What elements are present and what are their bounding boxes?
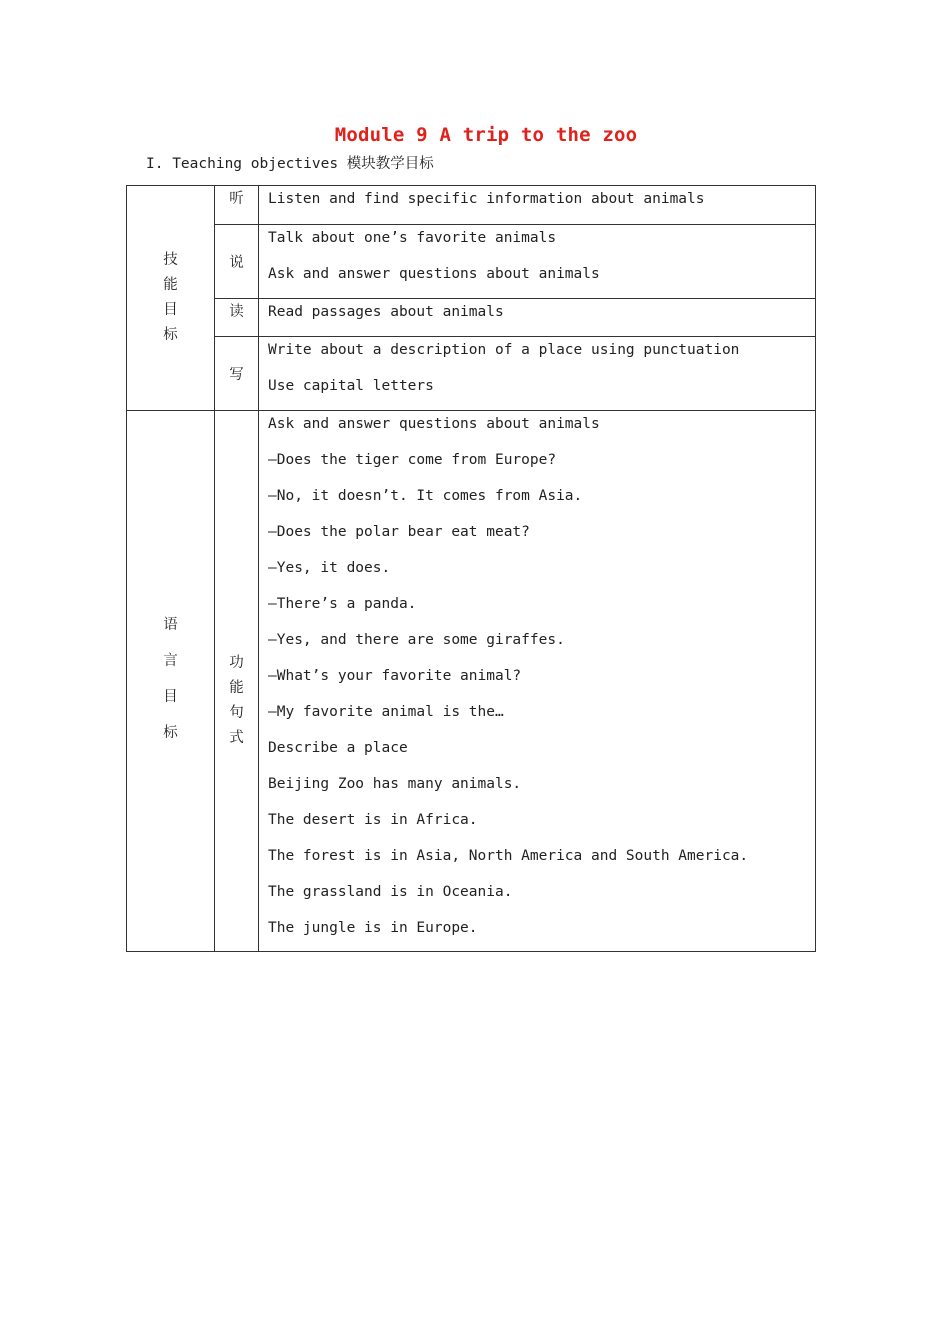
sentence-line: —There’s a panda. <box>268 596 417 612</box>
sentence-line: —Does the polar bear eat meat? <box>268 524 530 540</box>
sentence-line: —No, it doesn’t. It comes from Asia. <box>268 488 583 504</box>
skill-label-speaking: 说 <box>215 225 259 299</box>
skills-category-cell <box>127 186 215 411</box>
skill-row-speaking <box>127 225 816 299</box>
sentence-line: Describe a place <box>268 740 408 756</box>
skill-label-listening: 听 <box>215 186 259 225</box>
sentence-line: The forest is in Asia, North America and South America. <box>268 848 749 864</box>
language-row <box>127 411 816 952</box>
skill-content-speaking: Talk about one’s favorite animals Ask and answer questions about animals <box>259 225 816 299</box>
sentence-line: Beijing Zoo has many animals. <box>268 776 522 792</box>
skill-label-writing: 写 <box>215 337 259 411</box>
sentence-line: The desert is in Africa. <box>268 812 478 828</box>
sentence-line: —My favorite animal is the… <box>268 704 504 720</box>
section-heading: I. Teaching objectives 模块教学目标 <box>146 156 434 172</box>
skills-category-label: 技 能 目 标 <box>163 252 178 343</box>
functional-sentences-label-cell <box>215 411 259 952</box>
functional-sentences-content <box>259 411 816 952</box>
language-category-label: 语 言 目 标 <box>163 616 178 741</box>
skill-row-writing <box>127 337 816 411</box>
skill-content-reading: Read passages about animals <box>259 299 816 337</box>
skill-label-reading: 读 <box>215 299 259 337</box>
sentence-line: —What’s your favorite animal? <box>268 668 522 684</box>
sentence-line: The grassland is in Oceania. <box>268 884 513 900</box>
language-category-cell <box>127 411 215 952</box>
page-title: Module 9 A trip to the zoo <box>334 124 638 146</box>
objectives-table <box>126 185 816 952</box>
skill-row-listening <box>127 186 816 225</box>
functional-sentences-label: 功 能 句 式 <box>229 655 244 746</box>
sentence-line: —Yes, and there are some giraffes. <box>268 632 565 648</box>
sentence-line: Ask and answer questions about animals <box>268 416 600 432</box>
skill-content-writing: Write about a description of a place using punctuation Use capital letters <box>259 337 816 411</box>
sentence-line: —Does the tiger come from Europe? <box>268 452 557 468</box>
sentence-line: The jungle is in Europe. <box>268 920 478 936</box>
skill-content-listening: Listen and find specific information about animals <box>259 186 816 225</box>
skill-row-reading <box>127 299 816 337</box>
sentence-line: —Yes, it does. <box>268 560 391 576</box>
